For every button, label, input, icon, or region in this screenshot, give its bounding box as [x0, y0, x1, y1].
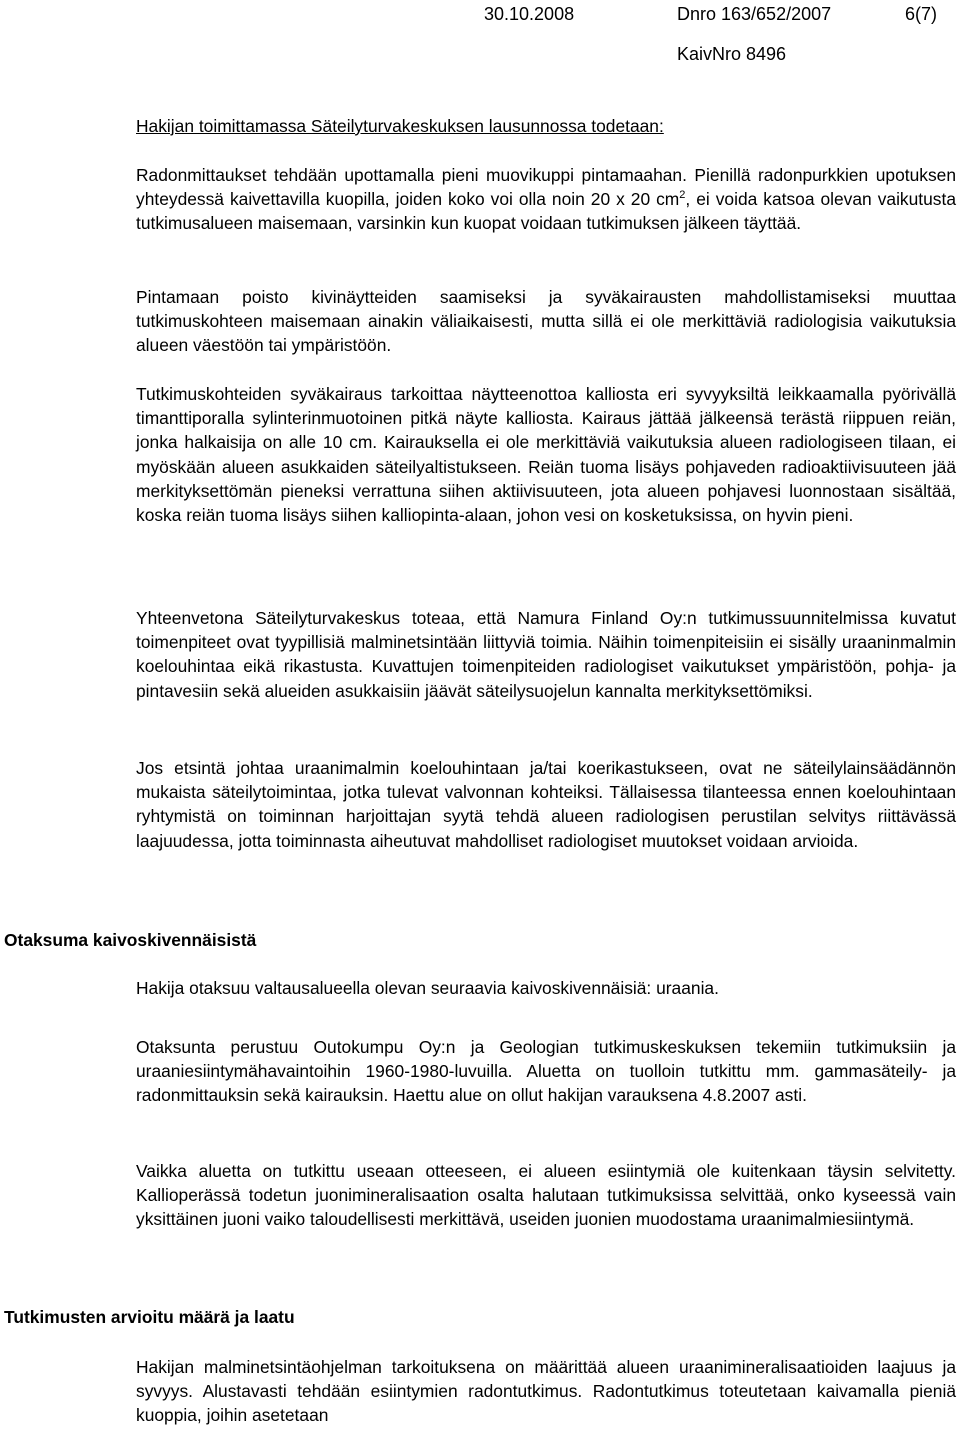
section1-paragraph-2: Otaksunta perustuu Outokumpu Oy:n ja Geologian tutkimuskeskuksen tekemiin tutkimuksiin ja uraaniesiintymähavaintoihin 1960-1980-luvuilla. Aluetta on tuolloin tutkittu mm. gammasäteily- ja radonmittauksin sekä kairauksin. Haettu alue on ollut hakijan varauksena 4.8.2007 asti. — [136, 1037, 956, 1106]
header-date: 30.10.2008 — [484, 4, 575, 24]
paragraph-trial-mining — [136, 756, 956, 853]
section1-paragraph-2-block — [136, 1035, 956, 1108]
section-heading-research-scope: Tutkimusten arvioitu määrä ja laatu — [4, 1307, 295, 1327]
paragraph-1-text-a: Radonmittaukset tehdään upottamalla pieni muovikuppi pintamaahan. Pienillä radonpurkkien upotuksen yhteydessä kaivettavilla kuopilla, joiden koko voi olla noin 20 x 20 cm — [136, 165, 956, 210]
paragraph-5: Jos etsintä johtaa uraanimalmin koelouhintaan ja/tai koerikastukseen, ovat ne säteilylainsäädännön mukaista säteilytoimintaa, jotka tulevat valvonnan kohteiksi. Tällaisessa tilanteessa ennen koelouhintaan ryhtymistä on toiminnan harjoittajan syytä tehdä alueen radiologisen perustilan selvitys riittävässä laajuudessa, jotta toiminnasta aiheutuvat mahdolliset radiologiset muutokset voidaan arvioida. — [136, 758, 956, 851]
paragraph-4: Yhteenvetona Säteilyturvakeskus toteaa, että Namura Finland Oy:n tutkimussuunnitelmissa kuvatut toimenpiteet ovat tyypillisiä malminetsintään liittyviä toimia. Näihin toimenpiteisiin ei sisälly uraaninmalmin koelouhintaa eikä rikastusta. Kuvattujen toimenpiteiden radiologiset vaikutukset ympäristöön, pohja- ja pintavesiin sekä alueiden asukkaisiin jäävät säteilysuojelun kannalta merkityksettömiksi. — [136, 608, 956, 701]
paragraph-deep-drilling — [136, 382, 956, 527]
header-page-number: 6(7) — [905, 4, 938, 24]
paragraph-3: Tutkimuskohteiden syväkairaus tarkoittaa näytteenottoa kalliosta eri syvyyksiltä leikkaamalla pyörivällä timanttiporalla sylinterinmuotoinen pitkä näyte kalliosta. Kairaus jättää jälkeensä terästä riippuen reiän, jonka halkaisija on alle 10 cm. Kairauksella ei ole merkittäviä vaikutuksia alueen radiologiseen tilaan, ei myöskään alueen asukkaiden säteilyaltistukseen. Reiän tuoma lisäys pohjaveden radioaktiivisuuteen jää merkityksettömän pieneksi verrattuna siihen aktiivisuuteen, jota alueen pohjavesi luonnostaan sisältää, koska reiän tuoma lisäys siihen kalliopinta-alaan, johon vesi on kosketuksissa, on hyvin pieni. — [136, 384, 956, 526]
header-dnro: Dnro 163/652/2007 — [677, 4, 832, 24]
paragraph-radon-measurements — [136, 163, 956, 236]
paragraph-summary — [136, 606, 956, 703]
paragraph-1-text-b: , ei voida katsoa olevan vaikutusta tutkimusalueen maisemaan, varsinkin kun kuopat voidaan tutkimuksen jälkeen täyttää. — [136, 189, 956, 234]
section2-paragraph-1: Hakijan malminetsintäohjelman tarkoituksena on määrittää alueen uraanimineralisaatioiden laajuus ja syvyys. Alustavasti tehdään esiintymien radontutkimus. Radontutkimus toteutetaan kaivamalla pieniä kuoppia, joihin asetetaan — [136, 1357, 956, 1426]
header-kaivnro: KaivNro 8496 — [677, 44, 787, 64]
page-header — [478, 2, 948, 26]
section1-paragraph-1-block — [136, 976, 956, 1000]
paragraph-2: Pintamaan poisto kivinäytteiden saamiseksi ja syväkairausten mahdollistamiseksi muuttaa tutkimuskohteen maisemaan ainakin väliaikaisesti, mutta sillä ei ole merkittäviä radiologisia vaikutuksia alueen väestöön tai ympäristöön. — [136, 287, 956, 356]
intro-heading-block — [136, 114, 956, 138]
section-heading-mineral-assumption: Otaksuma kaivoskivennäisistä — [4, 930, 257, 950]
section1-paragraph-3: Vaikka aluetta on tutkittu useaan otteeseen, ei alueen esiintymiä ole kuitenkaan täysin selvitetty. Kallioperässä todetun juonimineralisaation osalta halutaan tutkimuksissa selvittää, onko kyseessä vain yksittäinen juoni vaiko taloudellisesti merkittävä, useiden juonien muodostama uraanimalmiesiintymä. — [136, 1161, 956, 1230]
section1-paragraph-1: Hakija otaksuu valtausalueella olevan seuraavia kaivoskivennäisiä: uraania. — [136, 978, 719, 998]
paragraph-1 — [136, 163, 956, 236]
paragraph-1-superscript: 2 — [679, 189, 686, 202]
paragraph-surface-removal — [136, 285, 956, 358]
intro-heading: Hakijan toimittamassa Säteilyturvakeskuksen lausunnossa todetaan: — [136, 116, 664, 136]
section2-paragraph-1-block — [136, 1355, 956, 1428]
section1-paragraph-3-block — [136, 1159, 956, 1232]
